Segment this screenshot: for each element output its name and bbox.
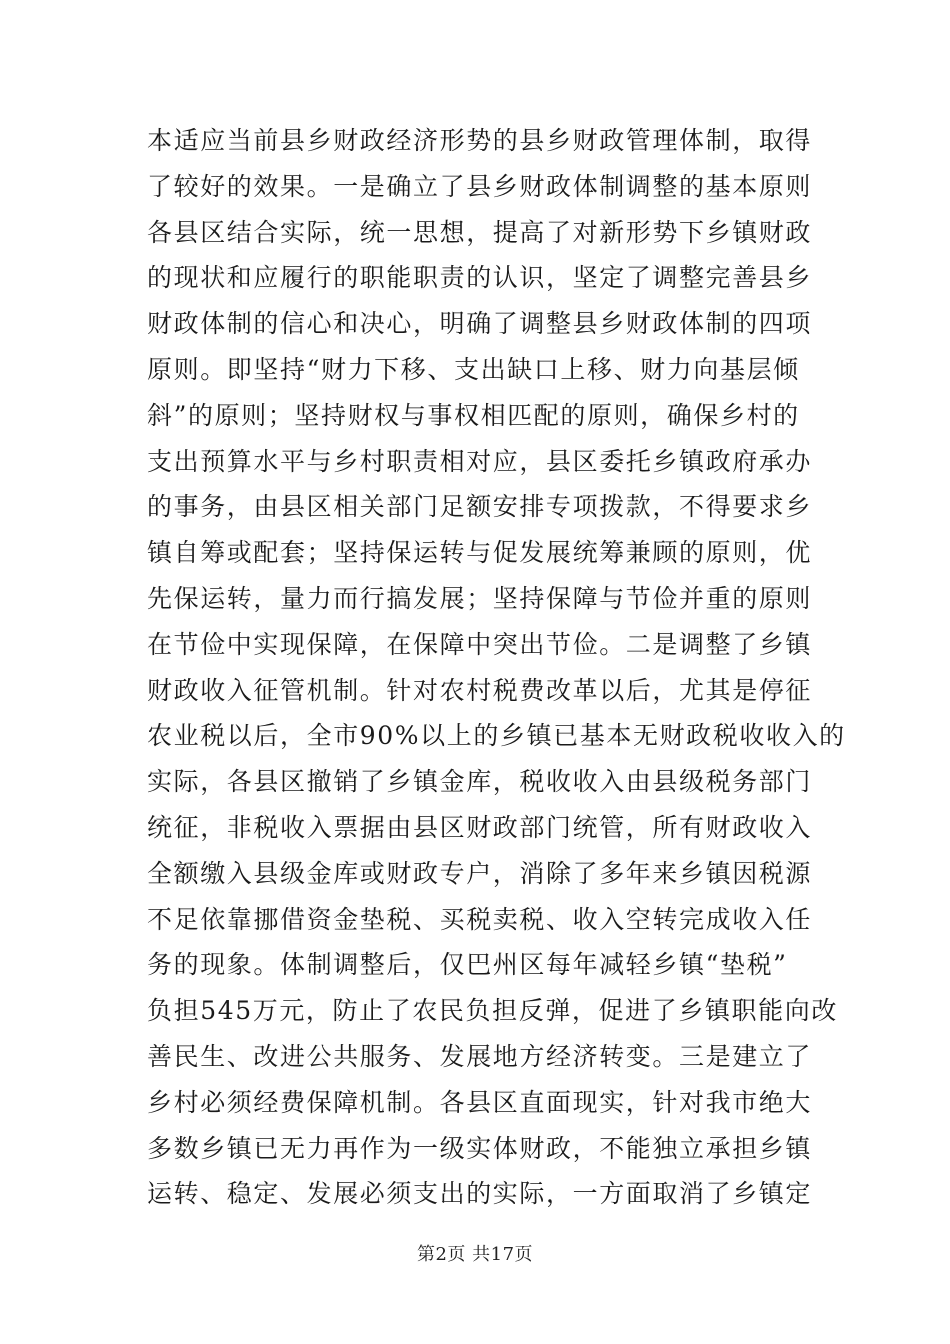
- text-line: 农业税以后，全市90%以上的乡镇已基本无财政税收收入的: [147, 721, 846, 751]
- text-line: 斜”的原则；坚持财权与事权相匹配的原则，确保乡村的: [147, 400, 800, 430]
- text-line: 财政收入征管机制。针对农村税费改革以后，尤其是停征: [147, 675, 813, 705]
- text-line: 原则。即坚持“财力下移、支出缺口上移、财力向基层倾: [147, 354, 800, 384]
- text-line: 多数乡镇已无力再作为一级实体财政，不能独立承担乡镇: [147, 1133, 813, 1163]
- text-line: 镇自筹或配套；坚持保运转与促发展统筹兼顾的原则，优: [147, 538, 813, 568]
- text-line: 的现状和应履行的职能职责的认识，坚定了调整完善县乡: [147, 263, 813, 293]
- text-line: 不足依靠挪借资金垫税、买税卖税、收入空转完成收入任: [147, 904, 813, 934]
- text-line: 支出预算水平与乡村职责相对应，县区委托乡镇政府承办: [147, 446, 813, 476]
- text-line: 先保运转，量力而行搞发展；坚持保障与节俭并重的原则: [147, 583, 813, 613]
- text-line: 了较好的效果。一是确立了县乡财政体制调整的基本原则: [147, 171, 813, 201]
- text-line: 全额缴入县级金库或财政专户，消除了多年来乡镇因税源: [147, 858, 813, 888]
- body-text: [147, 118, 846, 1217]
- text-line: 实际，各县区撤销了乡镇金库，税收收入由县级税务部门: [147, 767, 813, 797]
- text-line: 乡村必须经费保障机制。各县区直面现实，针对我市绝大: [147, 1087, 813, 1117]
- text-line: 在节俭中实现保障，在保障中突出节俭。二是调整了乡镇: [147, 629, 813, 659]
- page-footer: 第2页 共17页: [416, 1244, 534, 1265]
- text-line: 财政体制的信心和决心，明确了调整县乡财政体制的四项: [147, 309, 813, 339]
- text-line: 统征，非税收入票据由县区财政部门统管，所有财政收入: [147, 812, 813, 842]
- text-line: 善民生、改进公共服务、发展地方经济转变。三是建立了: [147, 1041, 813, 1071]
- text-line: 本适应当前县乡财政经济形势的县乡财政管理体制，取得: [147, 126, 813, 155]
- text-line: 务的现象。体制调整后，仅巴州区每年减轻乡镇“垫税”: [147, 950, 788, 980]
- text-line: 各县区结合实际，统一思想，提高了对新形势下乡镇财政: [147, 217, 813, 247]
- text-line: 运转、稳定、发展必须支出的实际，一方面取消了乡镇定: [147, 1179, 813, 1209]
- text-line: 负担545万元，防止了农民负担反弹，促进了乡镇职能向改: [147, 996, 838, 1026]
- text-line: 的事务，由县区相关部门足额安排专项拨款，不得要求乡: [147, 492, 813, 522]
